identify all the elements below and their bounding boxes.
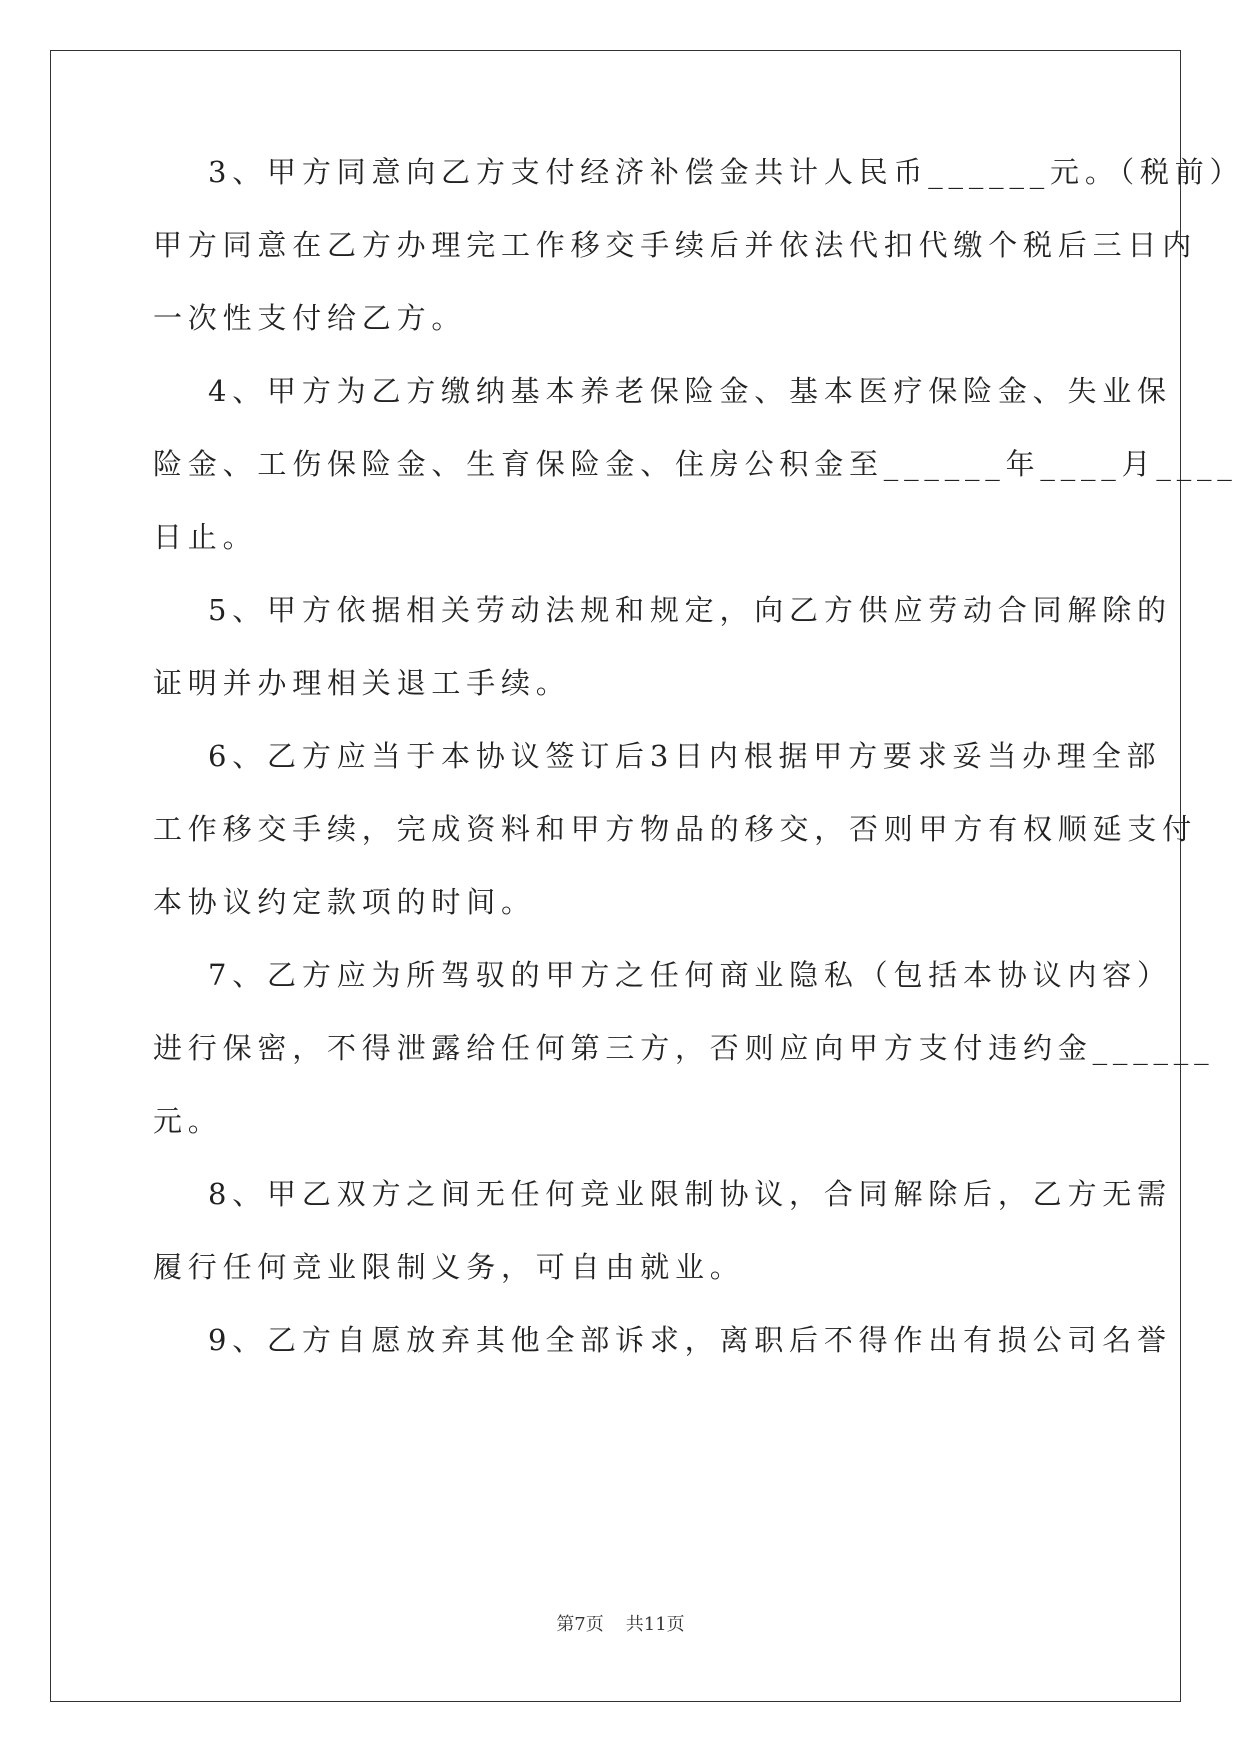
clause-7-line-3: 元。 — [153, 1104, 223, 1138]
page-number: 第7页 — [556, 1614, 604, 1635]
clause-5-line-2: 证明并办理相关退工手续。 — [153, 666, 571, 700]
clause-7-line-2: 进行保密，不得泄露给任何第三方，否则应向甲方支付违约金______ — [153, 1031, 1215, 1065]
clause-3-line-1: 3、甲方同意向乙方支付经济补偿金共计人民币______元。（税前） — [208, 155, 1244, 189]
clause-4-line-2: 险金、工伤保险金、生育保险金、住房公积金至______年____月____ — [153, 447, 1238, 481]
clause-6-line-1: 6、乙方应当于本协议签订后3日内根据甲方要求妥当办理全部 — [208, 739, 1162, 773]
clause-5-line-1: 5、甲方依据相关劳动法规和规定，向乙方供应劳动合同解除的 — [208, 593, 1172, 627]
page-total: 共11页 — [625, 1614, 685, 1635]
clause-8-line-2: 履行任何竞业限制义务，可自由就业。 — [153, 1250, 745, 1284]
clause-9-line-1: 9、乙方自愿放弃其他全部诉求，离职后不得作出有损公司名誉 — [208, 1323, 1172, 1357]
clause-6-line-2: 工作移交手续，完成资料和甲方物品的移交，否则甲方有权顺延支付 — [153, 812, 1198, 846]
clause-8-line-1: 8、甲乙双方之间无任何竞业限制协议，合同解除后，乙方无需 — [208, 1177, 1172, 1211]
clause-7-line-1: 7、乙方应为所驾驭的甲方之任何商业隐私（包括本协议内容） — [208, 958, 1172, 992]
clause-4-line-3: 日止。 — [153, 520, 258, 554]
clause-3-line-3: 一次性支付给乙方。 — [153, 301, 467, 335]
clause-4-line-1: 4、甲方为乙方缴纳基本养老保险金、基本医疗保险金、失业保 — [208, 374, 1172, 408]
clause-6-line-3: 本协议约定款项的时间。 — [153, 885, 536, 919]
page-footer — [0, 1613, 1241, 1637]
clause-3-line-2: 甲方同意在乙方办理完工作移交手续后并依法代扣代缴个税后三日内 — [153, 228, 1198, 262]
